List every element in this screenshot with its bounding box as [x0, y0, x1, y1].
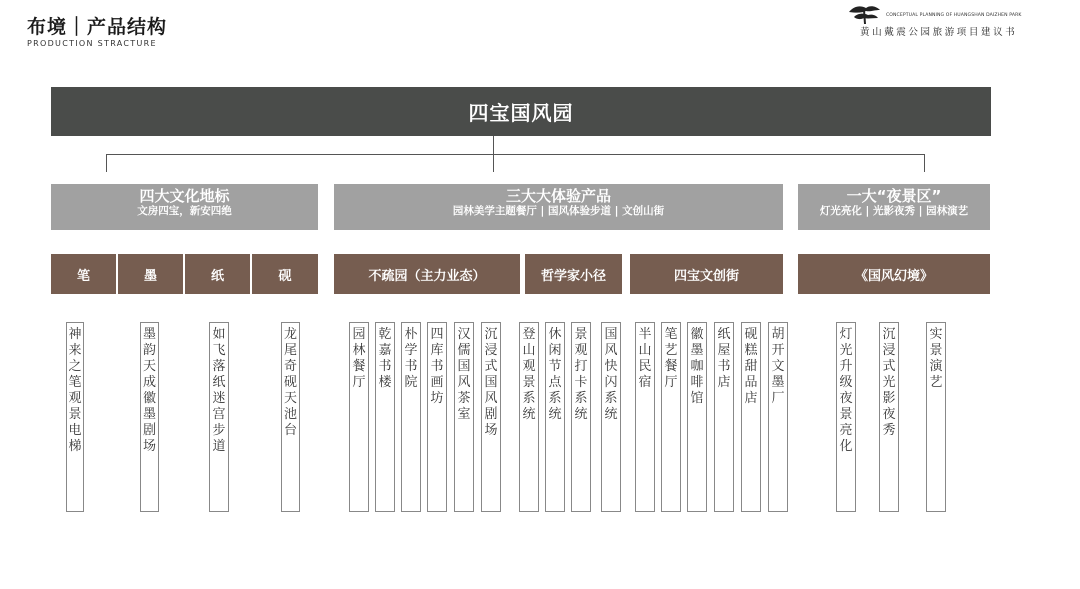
category-bar: 笔 [51, 254, 116, 294]
item-label: 纸屋书店 [717, 327, 731, 390]
item-box [571, 322, 591, 512]
item-label: 神来之笔 观景电梯 [68, 327, 95, 454]
category-bar: 不疏园（主力业态） [334, 254, 520, 294]
item-label: 笔艺餐厅 [664, 327, 678, 390]
item-box [519, 322, 539, 512]
group-title: 一大“夜景区” [846, 187, 942, 205]
item-box [661, 322, 681, 512]
item-label: 乾嘉书楼 [378, 327, 392, 390]
item-box [349, 322, 369, 512]
item-label: 半山民宿 [638, 327, 652, 390]
item-label: 园林餐厅 [352, 327, 366, 390]
item-box [741, 322, 761, 512]
item-label: 汉儒国风茶室 [457, 327, 471, 422]
connector-left [106, 154, 107, 172]
item-box [401, 322, 421, 512]
item-box [635, 322, 655, 512]
item-label: 登山观景系统 [522, 327, 536, 422]
item-label: 胡开文墨厂 [771, 327, 785, 406]
connector-center [493, 154, 494, 172]
item-label: 四库书画坊 [430, 327, 444, 406]
pine-tree-logo-icon [846, 2, 882, 26]
item-box [879, 322, 899, 512]
item-label: 沉浸式光影夜秀 [882, 327, 896, 438]
root-node: 四宝国风园 [51, 87, 991, 136]
item-box [481, 322, 501, 512]
item-label: 实景演艺 [929, 327, 943, 390]
category-bar: 砚 [252, 254, 318, 294]
item-box [601, 322, 621, 512]
category-bar: 哲学家小径 [525, 254, 622, 294]
group-subtitle: 文房四宝，新安四绝 [137, 205, 232, 217]
item-box [714, 322, 734, 512]
category-bar: 墨 [118, 254, 183, 294]
connector-right [924, 154, 925, 172]
page-title: 布境｜产品结构 [27, 16, 168, 38]
item-label: 砚糕甜品店 [744, 327, 758, 406]
group-subtitle: 园林美学主题餐厅 | 国风体验步道 | 文创山街 [452, 205, 665, 217]
item-box [375, 322, 395, 512]
logo-chinese-text: 黄山戴震公园旅游项目建议书 [860, 27, 1018, 38]
item-box [281, 322, 311, 512]
item-label: 龙尾奇砚 天池台 [283, 327, 311, 438]
group-box-experience [334, 184, 783, 230]
item-box [545, 322, 565, 512]
item-label: 灯光升级夜景亮化 [839, 327, 853, 454]
group-subtitle: 灯光亮化 | 光影夜秀 | 园林演艺 [819, 205, 969, 217]
item-box [454, 322, 474, 512]
category-bar: 《国风幻境》 [798, 254, 990, 294]
item-box [66, 322, 95, 512]
item-box [926, 322, 946, 512]
item-box [427, 322, 447, 512]
logo-english-text: CONCEPTUAL PLANNING OF HUANGSHAN DAIZHEN PARK [886, 13, 1022, 18]
item-label: 如飞落纸 迷宫步道 [212, 327, 239, 454]
item-box [140, 322, 170, 512]
item-label: 休闲节点系统 [548, 327, 562, 422]
item-label: 沉浸式国风剧场 [484, 327, 498, 438]
item-label: 景观打卡系统 [574, 327, 588, 422]
item-box [209, 322, 239, 512]
item-box [687, 322, 707, 512]
category-bar: 纸 [185, 254, 250, 294]
item-label: 国风快闪系统 [604, 327, 618, 422]
category-bar: 四宝文创街 [630, 254, 783, 294]
item-label: 徽墨咖啡馆 [690, 327, 704, 406]
group-box-landmarks [51, 184, 318, 230]
group-title: 三大大体验产品 [505, 187, 611, 205]
item-label: 朴学书院 [404, 327, 418, 390]
group-title: 四大文化地标 [139, 187, 230, 205]
page-subtitle: PRODUCTION STRACTURE [27, 39, 157, 48]
group-box-night-scene [798, 184, 990, 230]
connector-root-stem [493, 136, 494, 154]
item-box [768, 322, 788, 512]
connector-horizontal [106, 154, 925, 155]
item-label: 墨韵天成 徽墨剧场 [142, 327, 170, 454]
item-box [836, 322, 856, 512]
